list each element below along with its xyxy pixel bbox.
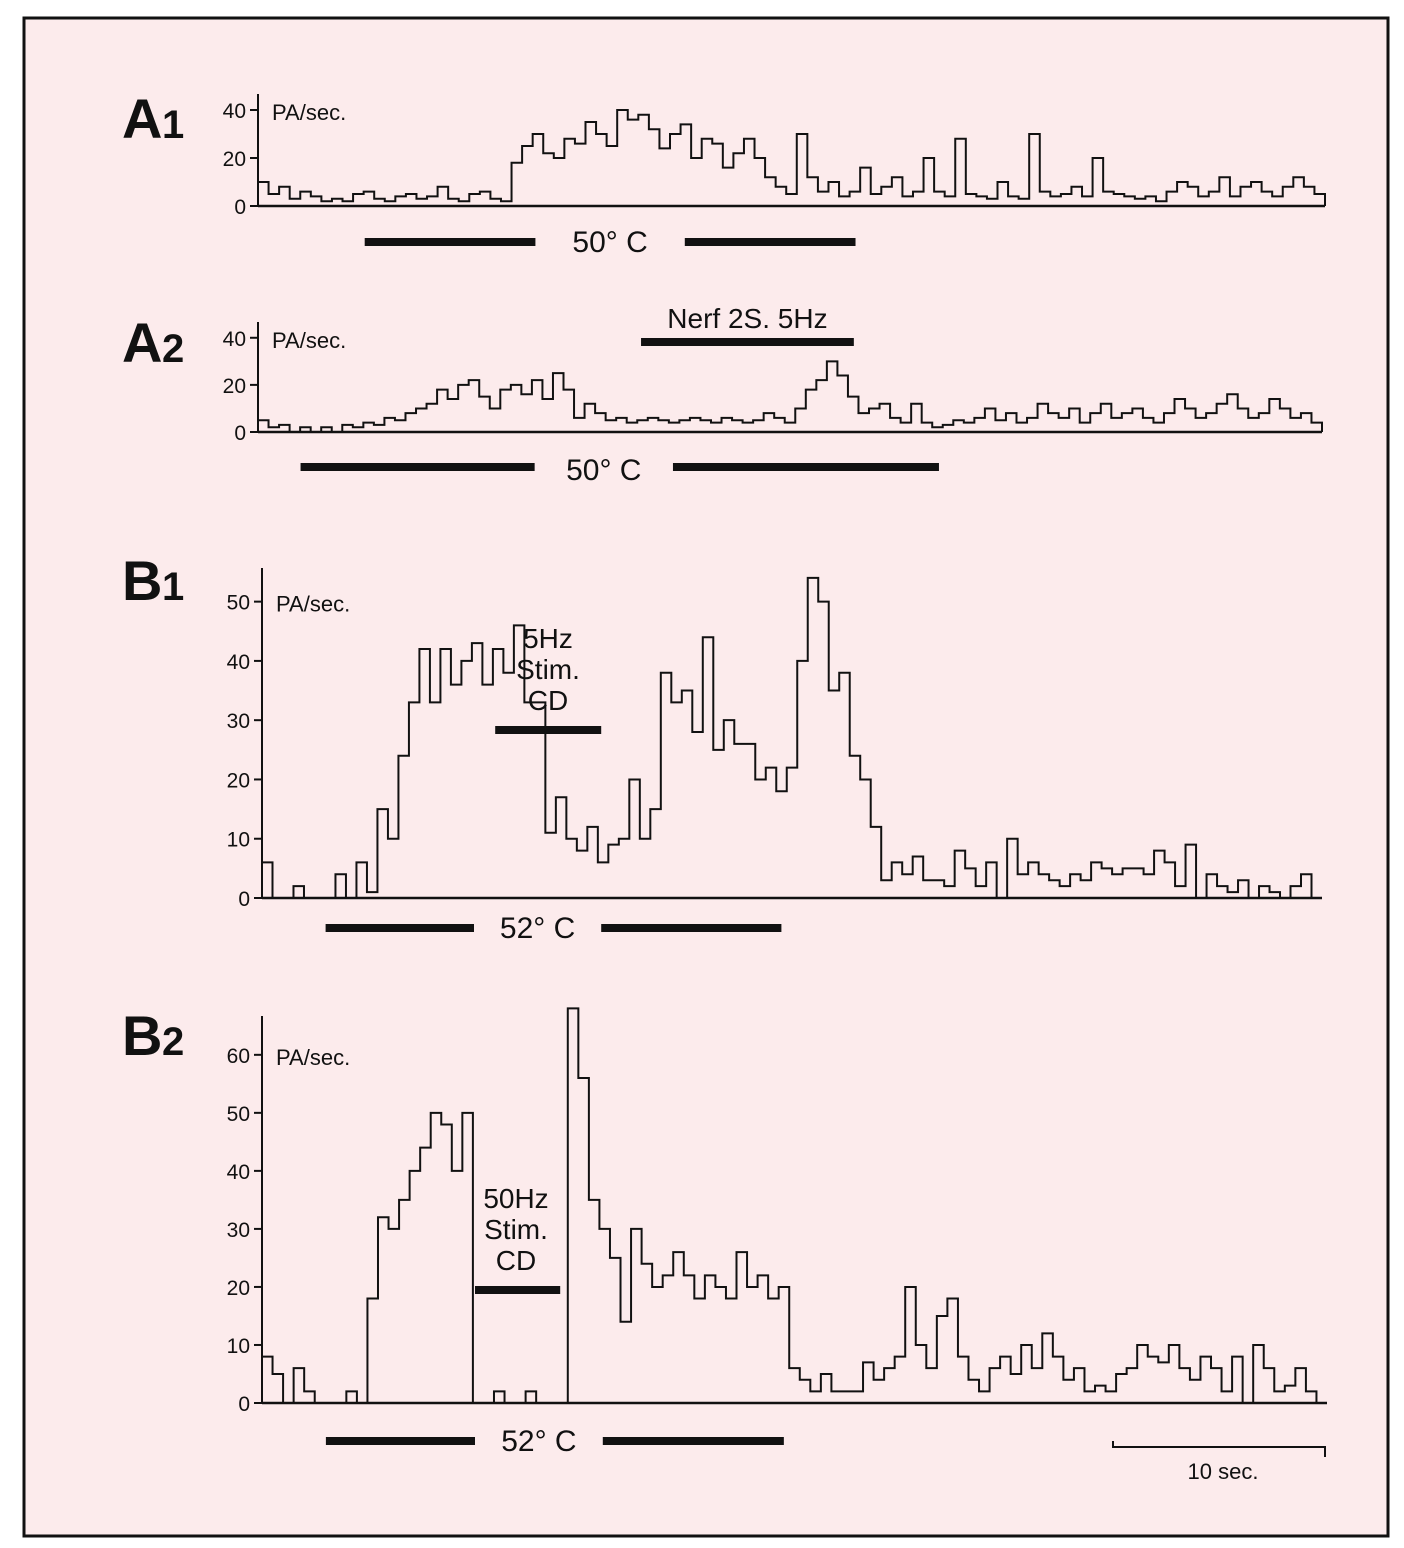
y-tick-label-b2: 60 — [226, 1044, 250, 1068]
y-tick-label-a2: 40 — [222, 327, 246, 351]
y-unit-label-a1: PA/sec. — [272, 100, 347, 125]
time-scale-label: 10 sec. — [1187, 1459, 1259, 1484]
temperature-label-a2: 50° C — [566, 454, 642, 487]
y-tick-label-b1: 40 — [226, 650, 250, 674]
y-tick-label-b1: 10 — [226, 828, 250, 852]
y-unit-label-a2: PA/sec. — [272, 327, 347, 353]
y-tick-label-b2: 10 — [226, 1334, 250, 1358]
y-tick-label-a1: 40 — [222, 100, 246, 123]
y-unit-label-b1: PA/sec. — [276, 591, 351, 617]
y-tick-label-a2: 20 — [222, 374, 246, 398]
panel-label-a1-sub: 1 — [162, 103, 185, 147]
panel-label-b2: B — [122, 1004, 163, 1067]
panel-label-b1: B — [122, 549, 163, 612]
stim-label-b2-line-1: 50Hz — [483, 1183, 549, 1214]
y-tick-label-b1: 20 — [226, 769, 250, 793]
panel-label-a1: A — [122, 87, 163, 150]
stim-label-b1-line-3: CD — [527, 685, 569, 716]
stim-label-a2: Nerf 2S. 5Hz — [667, 303, 828, 334]
panel-label-a2: A — [122, 311, 163, 374]
y-tick-label-a1: 0 — [234, 196, 246, 219]
y-tick-label-a2: 0 — [234, 422, 246, 445]
stim-label-b2-line-3: CD — [495, 1245, 537, 1276]
temperature-label-b1: 52° C — [499, 912, 576, 945]
y-tick-label-b1: 50 — [226, 591, 250, 615]
temperature-label-b2: 52° C — [501, 1425, 577, 1458]
temperature-label-a1: 50° C — [572, 226, 648, 259]
y-tick-label-b2: 30 — [226, 1218, 250, 1242]
y-tick-label-b2: 50 — [226, 1102, 250, 1126]
stim-label-b1-line-1: 5Hz — [523, 623, 573, 654]
stim-label-b1-line-2: Stim. — [516, 654, 580, 685]
panel-label-b2-sub: 2 — [162, 1020, 185, 1064]
stim-label-b2-line-2: Stim. — [484, 1214, 548, 1245]
panel-label-b1-sub: 1 — [162, 565, 185, 609]
y-tick-label-b2: 0 — [238, 1393, 250, 1416]
y-tick-label-b1: 30 — [226, 710, 250, 734]
y-tick-label-b2: 20 — [226, 1276, 250, 1300]
y-tick-label-b2: 40 — [226, 1160, 250, 1184]
panel-label-a2-sub: 2 — [162, 327, 185, 371]
y-tick-label-a1: 20 — [222, 148, 246, 171]
y-unit-label-b2: PA/sec. — [276, 1044, 351, 1070]
y-tick-label-b1: 0 — [238, 888, 250, 911]
